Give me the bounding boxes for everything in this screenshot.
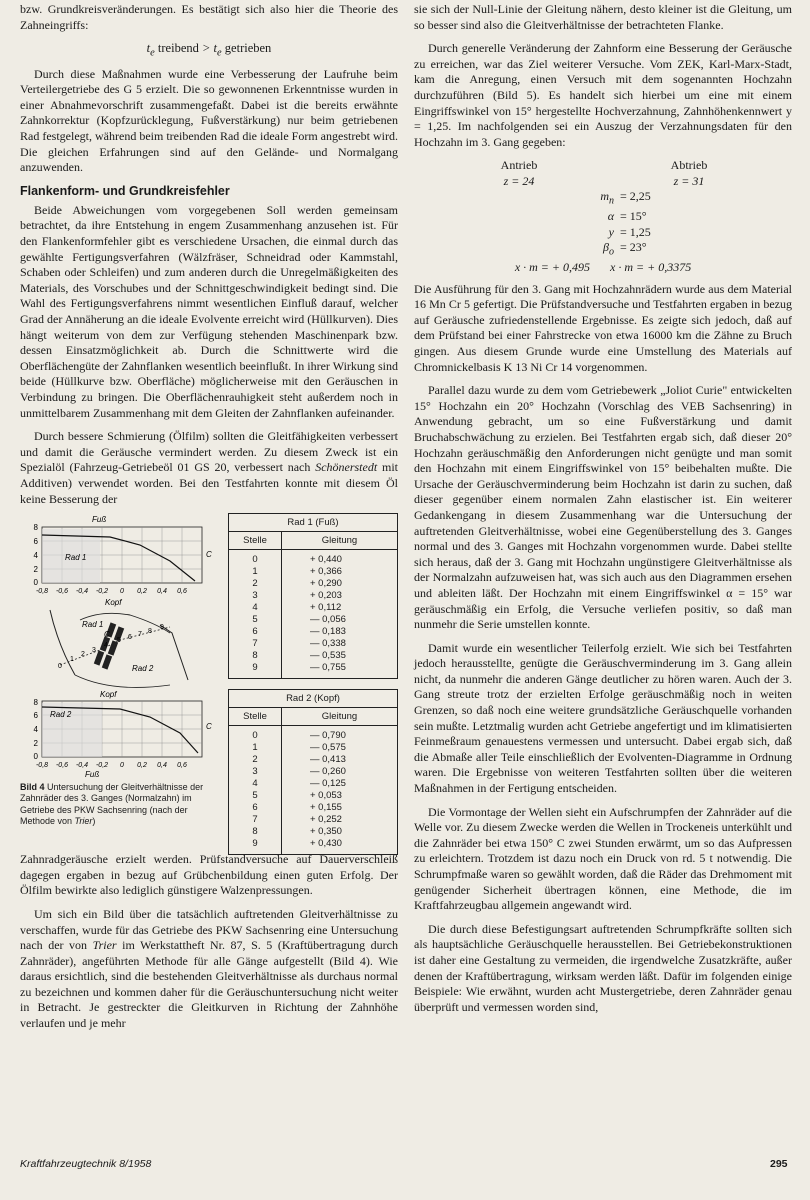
right-paragraph-7: Die durch diese Befestigungsart auftretenden Schrumpfkräfte sollten sich als hauptsächliche Geräuschquelle herausstellen. Bei Getriebekonstruktionen ist daher eine Gestaltung zu vermeiden, die irgendwelche Zusatzkräfte, außer denen der Kraftübertragung, wirksam werden läßt. Dafür im folgenden einige Beispiele: Wie erwähnt, wurden acht Mustergetriebe, deren Zahnräder genau überprüft und vermessen worden sind,	[414, 921, 792, 1014]
svg-text:0,4: 0,4	[157, 762, 167, 770]
left-paragraph-2: Durch diese Maßnahmen wurde eine Verbesserung der Laufruhe beim Verteilergetriebe des G 5 erzielt. Die so gewonnenen Erkenntnisse wurden in einer Abnahmevorschrift zusammengefaßt. Dabei ist die bereits erwähnte Zahnkorrektur (Kopfzurücklegung, Fußverstärkung) nur beim getriebenen Rad festgelegt, während beim treibenden Rad die ideale Form angestrebt wird. Die gleichen Erfahrungen sind auf den Gelände- und Normalgang anzuwenden.	[20, 66, 398, 175]
left-paragraph-3: Beide Abweichungen vom vorgegebenen Soll werden gemeinsam betrachtet, da ihre Entstehung in engem Zusammenhang anzusehen ist. Für den Flankenformfehler gibt es verschiedene Ursachen, die einmal durch das gewählte Fertigungsverfahren (Wälzfräser, Schneidrad oder Kammstahl, Schaben oder Schleifen) und zum anderen durch die Unregelmäßigkeiten des Materials, des Vorschubes und der Schnittgeschwindigkeit bedingt sind. Die Wahl des Fertigungsverfahrens nimmt wesentlichen Einfluß darauf, welcher Grad der Annäherung an die ideale Evolvente erreicht wird (Hüllkurven). Dies hängt weiterum von dem zur Verfügung stehenden Maschinenpark bzw. dessen Einsatzmöglichkeit ab. Durch die Schnittwerte wird die Oberflächengüte der Zahnflanken wesentlich beeinflußt. In ihrer Wirkung sind beide (Hüllkurve bzw. Oberfläche) möglicherweise mit den Geräuschen in Verbindung zu bringen. Die Oberflächenrauhigkeit steht außerdem noch in unmittelbarem Zusammenhang mit dem Gleiten der Zahnflanken aufeinander.	[20, 202, 398, 420]
tooth-flank-1	[50, 610, 75, 675]
journal-footer: Kraftfahrzeugtechnik 8/1958	[20, 1158, 152, 1170]
right-paragraph-1: sie sich der Null-Linie der Gleitung nähern, desto kleiner ist die Gleitung, um so besser sind also die Gleitverhältnisse der betrachteten Flanke.	[414, 2, 792, 32]
svg-text:4: 4	[104, 642, 108, 650]
right-paragraph-4: Parallel dazu wurde zu dem vom Getriebewerk „Joliot Curie" entwickelten 15° Hochzahn ein 20° Hochzahn (Vorschlag des VEB Sachsenring) in Anwendung gebracht, um so eine Fußverstärkung und damit Bruchabschwächung zu erzielen. Bei Testfahrten ergab sich, daß dieser 20° Hochzahn geräuschmäßig den Anforderungen nicht genügte und man somit den Hochzahn mit einem Eingriffswinkel von 15° beibehalten mußte. Die Ursache der Geräuschverminderung beim Hochzahn ist darin zu suchen, daß dieser gegenüber einem normalen Zahn elastischer ist. Ein weiterer Gedankengang in diesem Zusammenhang war die Untersuchung der auftretenden Gleitverhältnisse, wobei eine Gegenüberstellung des 3. Ganges normal und des 3. Ganges mit Hochzahn vorgenommen wurde. Dabei stellte sich heraus, daß der 3. Gang mit Hochzahn ungünstigere Gleitverhältnisse als der Normalzahn aufzuweisen hat, was sich auch aus den Diagrammen ersehen und ableiten läßt. Der Hochzahn mit einem Eingriffswinkel α = 15° war geräuschmäßig ein Erfolg, die Versuche verliefen positiv, so daß man nunmehr die Serie umstellen konnte.	[414, 383, 792, 632]
rad2-table: Rad 2 (Kopf) Stelle Gleitung 0 — 0,790 1 — 0,575 2 — 0,413 3 — 0,260 4 — 0,125 5 + 0,053 6 + 0,155 7 + 0,252 8 + 0,350 9 + 0,430	[228, 689, 398, 855]
top-c-label: C	[206, 550, 212, 560]
rad2-row: 4 — 0,125	[229, 778, 398, 790]
svg-text:1: 1	[70, 656, 74, 664]
rad2-row: 0 — 0,790	[229, 730, 398, 742]
svg-text:0: 0	[120, 588, 124, 596]
right-paragraph-6: Die Vormontage der Wellen sieht ein Aufschrumpfen der Zahnräder auf die Welle vor. Zu diesem Zwecke werden die Wellen in Trockeneis unterkühlt und die Zahnräder bei etwa 150° C zwei Stunden erwärmt, um so das Aufpressen zu erleichtern. Trotzdem ist dazu noch ein Druck von rd. 5 t notwendig. Die Schrumpfmaße waren so gewählt worden, daß die Räder das Drehmoment mit genügender Sicherheit übertragen können, eine Methode, die im Kraftfahrzeugbau allgemein angewandt wird.	[414, 804, 792, 913]
rad2-row: 7 + 0,252	[229, 814, 398, 826]
left-paragraph-5: Zahnradgeräusche erzielt werden. Prüfstandversuche auf Dauerverschleiß dagegen ergaben in bezug auf Grübchenbildung einen guten Erfolg. Der Ölfilm bewirkte also lediglich günstigere Walzenpressungen.	[20, 852, 398, 898]
svg-text:5: 5	[117, 637, 121, 645]
svg-text:-0,2: -0,2	[95, 588, 109, 596]
svg-text:-0,4: -0,4	[75, 762, 89, 770]
top-rad1-label: Rad 1	[65, 553, 87, 563]
svg-text:0,2: 0,2	[137, 588, 147, 596]
svg-text:0: 0	[120, 762, 124, 770]
rad1-row: 5 — 0,056	[229, 614, 398, 626]
svg-text:2: 2	[33, 739, 38, 749]
svg-text:2: 2	[33, 565, 38, 575]
mid-kopf-label: Kopf	[105, 598, 122, 608]
svg-text:0: 0	[58, 663, 62, 671]
top-x-ticks	[36, 588, 187, 595]
rad1-row: 6 — 0,183	[229, 626, 398, 638]
bottom-chart-title: Kopf	[100, 690, 117, 700]
svg-text:4: 4	[33, 551, 38, 561]
right-paragraph-3: Die Ausführung für den 3. Gang mit Hochzahnrädern wurde aus dem Material 16 Mn Cr 5 gefertigt. Die Prüfstandversuche und Testfahrten ergaben in bezug auf Geräusche zufriedenstellende Ergebnisse. Es zeigte sich jedoch, daß auf dem Prüfstand bei einer Fahrstrecke von etwa 16000 km die Zähne zu Bruch gingen. Aus diesem Grunde wurde eine Umstellung des Materials auf Chromnickelbasis K 13 Ni Cr 14 vorgenommen.	[414, 281, 792, 374]
rad1-row: 7 — 0,338	[229, 638, 398, 650]
svg-text:9: 9	[160, 624, 164, 632]
bottom-x-ticks	[36, 762, 187, 769]
left-paragraph-6: Um sich ein Bild über die tatsächlich auftretenden Gleitverhältnisse zu verschaffen, wurde für das Getriebe des PKW Sachsenring eine Untersuchung nach der von Trier im Werkstattheft Nr. 87, S. 5 (Kraftübertragung durch Zahnräder), angeführten Methode für alle Gänge aufgestellt (Bild 4). Wie daraus ersichtlich, sind die bestehenden Gleitverhältnisse als durchaus normal zu bezeichnen und kommen daher für die Geräuschuntersuchung nicht weiter in Betracht. Je gestreckter die Gleitkurven in Richtung der Zahnhöhe verlaufen und je mehr	[20, 906, 398, 1031]
left-paragraph-4: Durch bessere Schmierung (Ölfilm) sollten die Gleitfähigkeiten verbessert und damit die Geräusche vermindert werden. Zu diesem Zweck ist ein Spezialöl (Fahrzeug-Getriebeöl 01 GS 20, verbessert nach Schönerstedt mit Additiven) verwendet worden. Bei den Testfahrten konnte mit diesem Öl keine Besserung der	[20, 429, 398, 506]
mid-c-label: C	[104, 630, 110, 640]
svg-text:3: 3	[92, 647, 96, 655]
svg-text:-0,2: -0,2	[95, 762, 109, 770]
svg-text:8: 8	[33, 523, 38, 533]
mid-rad1-label: Rad 1	[82, 620, 104, 630]
rad2-title: Rad 2 (Kopf)	[229, 690, 398, 708]
zahneingriff-formula: $t_e$ treibend > $t_e$ getrieben	[146, 41, 272, 59]
figure-caption: Bild 4 Untersuchung der Gleitverhältnisse der Zahnräder des 3. Ganges (Normalzahn) im Getriebe des PKW Sachsenring (nach der Methode von Trier)	[20, 782, 204, 826]
rad1-row: 2 + 0,290	[229, 578, 398, 590]
bottom-fuss-label: Fuß	[85, 770, 100, 780]
svg-text:2: 2	[81, 651, 85, 659]
right-paragraph-5: Damit wurde ein wesentlicher Teilerfolg erzielt. Wie sich bei Testfahrten jedoch herausstellte, genügte die Geräuschverminderung im 3. Gang allein nicht, da nunmehr die anderen Gänge deutlicher zu hören waren. Auch der 3. Gang streute trotz der erzielten Erfolge geräuschmäßig noch in weiten Grenzen, so daß noch eine weitere grundsätzliche Geräuschquelle vorhanden sein mußte. Letztmalig wurden acht Getriebe angefertigt und im klimatisierten Feinmeßraum genauestens vermessen und untersucht. Dabei ergab sich, daß die Abmaße aller Teile einschließlich der Evolventen-Diagramme in Ordnung waren. Die Ergebnisse von weiteren Testfahrten sollten über die weiteren Maßnahmen in der Fertigung entscheiden.	[414, 640, 792, 796]
svg-text:-0,8: -0,8	[35, 762, 49, 770]
rad1-row: 8 — 0,535	[229, 650, 398, 662]
bottom-c-label: C	[206, 722, 212, 732]
rad1-row: 0 + 0,440	[229, 554, 398, 566]
svg-text:6: 6	[33, 537, 38, 547]
rad2-row: 5 + 0,053	[229, 790, 398, 802]
right-column	[414, 2, 792, 1023]
rad2-row: 2 — 0,413	[229, 754, 398, 766]
right-paragraph-2: Durch generelle Veränderung der Zahnform eine Besserung der Geräusche zu erreichen, war das Ziel weiterer Versuche. Vom ZEK, Karl-Marx-Stadt, kam die Anregung, einen Versuch mit dem sogenannten Hochzahn durchzuführen (Bild 5). Es handelt sich hierbei um eine mit einem Eingriffswinkel von 15° hergestellte Hochverzahnung, Zahnhöhenkennwert y = 1,25. Im nachfolgenden sei ein Auszug der Verzahnungsdaten für den Hochzahn im 3. Gang gegeben:	[414, 41, 792, 149]
svg-text:6: 6	[33, 711, 38, 721]
verzahnungsdaten: Antrieb Abtrieb z = 24 z = 31 $m_n$ = 2,25 α = 15° y = 1,25 $\beta_o$ = 23° x · m = + 0,495 x · m = + 0,3375	[500, 158, 708, 275]
svg-text:6: 6	[128, 634, 132, 642]
rad2-row: 9 + 0,430	[229, 838, 398, 850]
rad1-row: 9 — 0,755	[229, 662, 398, 674]
svg-text:8: 8	[33, 698, 38, 708]
svg-text:-0,8: -0,8	[35, 588, 49, 596]
left-paragraph-1: bzw. Grundkreisveränderungen. Es bestätigt sich also hier die Theorie des Zahneingriffs:	[20, 2, 398, 32]
svg-text:-0,6: -0,6	[55, 588, 69, 596]
svg-text:0,6: 0,6	[177, 588, 187, 596]
section-heading: Flankenform- und Grundkreisfehler	[20, 183, 230, 198]
top-chart-title: Fuß	[92, 515, 107, 525]
left-column	[20, 2, 398, 1040]
rad1-row: 4 + 0,112	[229, 602, 398, 614]
svg-text:7: 7	[138, 631, 142, 639]
svg-text:0,4: 0,4	[157, 588, 167, 596]
tooth-flank-2	[160, 625, 188, 680]
svg-text:0,6: 0,6	[177, 762, 187, 770]
rad1-title: Rad 1 (Fuß)	[229, 514, 398, 532]
svg-text:8: 8	[148, 628, 152, 636]
rad1-row: 1 + 0,366	[229, 566, 398, 578]
bottom-rad2-label: Rad 2	[50, 710, 72, 720]
rad2-row: 8 + 0,350	[229, 826, 398, 838]
svg-text:4: 4	[33, 725, 38, 735]
svg-text:-0,6: -0,6	[55, 762, 69, 770]
rad1-table: Rad 1 (Fuß) Stelle Gleitung 0 + 0,440 1 + 0,366 2 + 0,290 3 + 0,203 4 + 0,112 5 — 0,056 6 — 0,183 7 — 0,338 8 — 0,535 9 — 0,755	[228, 513, 398, 679]
mid-rad2-label: Rad 2	[132, 664, 154, 674]
rad2-row: 6 + 0,155	[229, 802, 398, 814]
svg-text:0: 0	[33, 752, 38, 762]
page-number: 295	[770, 1158, 788, 1170]
figure-4	[20, 515, 398, 850]
rad2-row: 1 — 0,575	[229, 742, 398, 754]
rad2-row: 3 — 0,260	[229, 766, 398, 778]
svg-text:0,2: 0,2	[137, 762, 147, 770]
gleitung-tables	[228, 513, 398, 855]
rad1-row: 3 + 0,203	[229, 590, 398, 602]
svg-text:-0,4: -0,4	[75, 588, 89, 596]
gleit-diagram	[20, 515, 225, 780]
svg-text:0: 0	[33, 578, 38, 588]
